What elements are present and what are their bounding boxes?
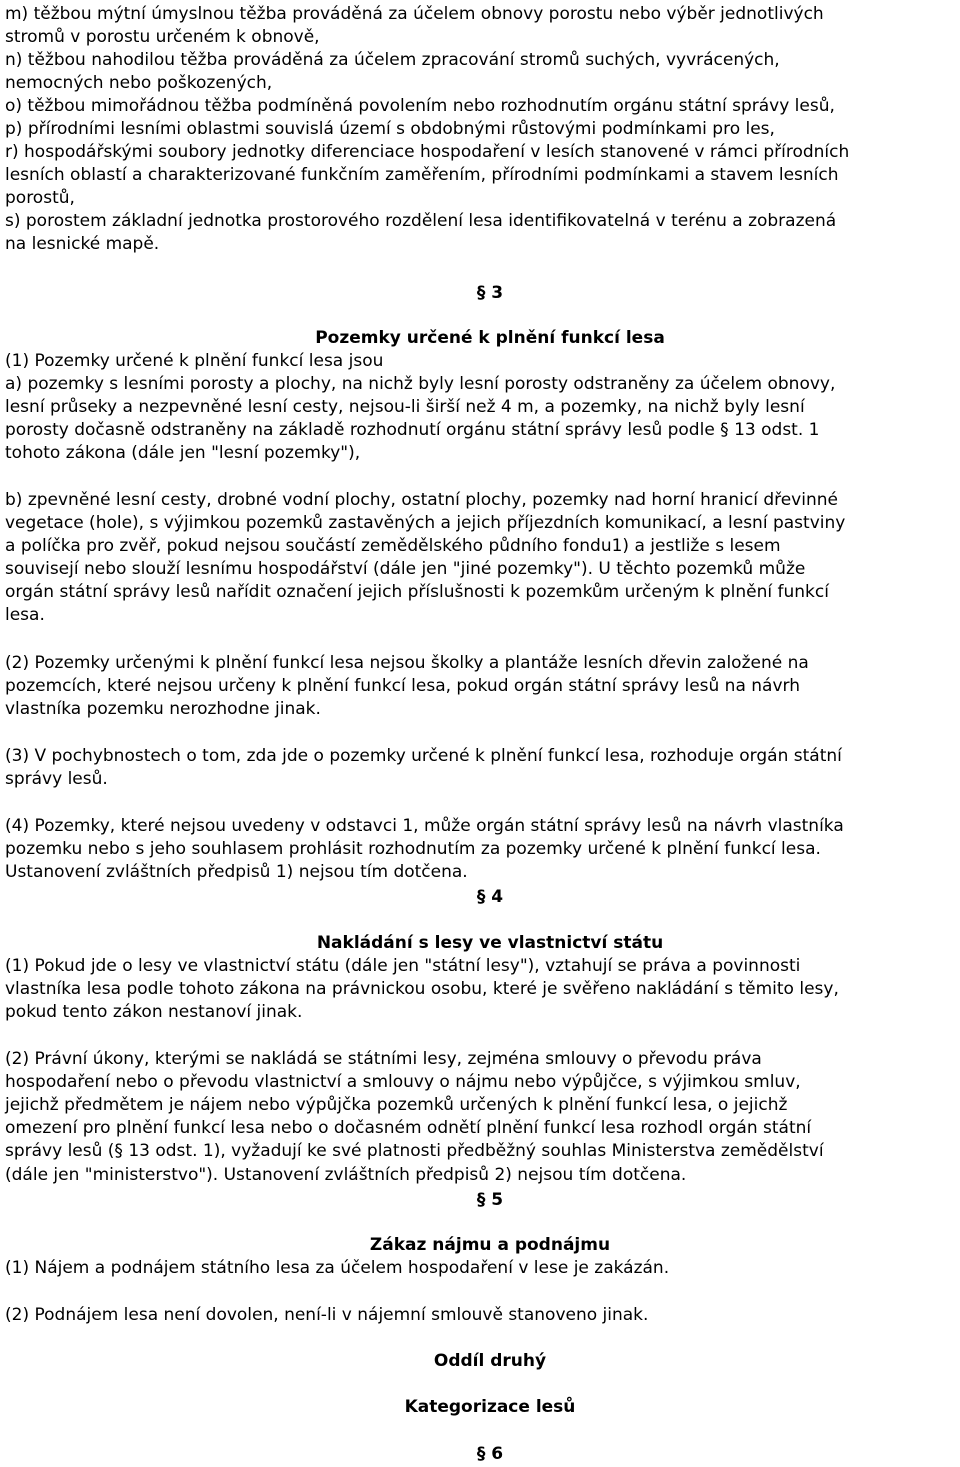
text-line: o) těžbou mimořádnou těžba podmíněná povolením nebo rozhodnutím orgánu státní správy lesů,: [5, 96, 835, 116]
section-title: Zákaz nájmu a podnájmu: [369, 1235, 611, 1255]
text-line: vlastníka lesa podle tohoto zákona na právnickou osobu, které je svěřeno nakládání s těmito lesy,: [5, 979, 839, 999]
text-line: na lesnické mapě.: [5, 234, 160, 254]
text-line: (1) Pokud jde o lesy ve vlastnictví státu (dále jen "státní lesy"), vztahují se práva a povinnosti: [5, 956, 801, 976]
text-line: porosty dočasně odstraněny na základě rozhodnutí orgánu státní správy lesů podle § 13 odst. 1: [5, 420, 820, 440]
text-line: (2) Právní úkony, kterými se nakládá se státními lesy, zejména smlouvy o převodu práva: [5, 1049, 762, 1069]
text-line: správy lesů.: [5, 769, 108, 789]
part-title: Kategorizace lesů: [404, 1397, 576, 1417]
text-line: nemocných nebo poškozených,: [5, 73, 273, 93]
text-line: lesních oblastí a charakterizované funkčním zaměřením, přírodními podmínkami a stavem lesních: [5, 165, 839, 185]
text-line: omezení pro plnění funkcí lesa nebo o dočasném odnětí plnění funkcí lesa rozhodl orgán státní: [5, 1118, 812, 1138]
section-title: Nakládání s lesy ve vlastnictví státu: [316, 933, 664, 953]
text-line: správy lesů (§ 13 odst. 1), vyžadují ke své platnosti předběžný souhlas Ministerstva zemědělství: [5, 1141, 824, 1161]
text-line: Ustanovení zvláštních předpisů 1) nejsou tím dotčena.: [5, 862, 468, 882]
text-line: p) přírodními lesními oblastmi souvislá území s obdobnými růstovými podmínkami pro les,: [5, 119, 775, 139]
text-line: r) hospodářskými soubory jednotky diferenciace hospodaření v lesích stanovené v rámci přírodních: [5, 142, 850, 162]
text-line: souvisejí nebo slouží lesnímu hospodářství (dále jen "jiné pozemky"). U těchto pozemků může: [5, 559, 806, 579]
text-line: (3) V pochybnostech o tom, zda jde o pozemky určené k plnění funkcí lesa, rozhoduje orgán státní: [5, 746, 842, 766]
part-heading: Oddíl druhý: [433, 1351, 547, 1371]
text-line: tohoto zákona (dále jen "lesní pozemky"),: [5, 443, 361, 463]
text-line: pozemku nebo s jeho souhlasem prohlásit rozhodnutím za pozemky určené k plnění funkcí lesa.: [5, 839, 821, 859]
text-line: m) těžbou mýtní úmyslnou těžba prováděná za účelem obnovy porostu nebo výběr jednotlivých: [5, 4, 824, 24]
text-line: a políčka pro zvěř, pokud nejsou součástí zemědělského půdního fondu1) a jestliže s lesem: [5, 536, 781, 556]
section-title: Pozemky určené k plnění funkcí lesa: [315, 328, 665, 348]
text-line: porostů,: [5, 188, 75, 208]
text-line: (1) Nájem a podnájem státního lesa za účelem hospodaření v lese je zakázán.: [5, 1258, 670, 1278]
text-line: jejichž předmětem je nájem nebo výpůjčka pozemků určených k plnění funkcí lesa, o jejichž: [5, 1095, 788, 1115]
text-line: lesa.: [5, 605, 45, 625]
section-number: § 3: [476, 283, 504, 303]
text-line: pokud tento zákon nestanoví jinak.: [5, 1002, 303, 1022]
text-line: (4) Pozemky, které nejsou uvedeny v odstavci 1, může orgán státní správy lesů na návrh vlastníka: [5, 816, 844, 836]
text-line: lesní průseky a nezpevněné lesní cesty, nejsou-li širší než 4 m, a pozemky, na nichž byly lesní: [5, 397, 805, 417]
text-line: a) pozemky s lesními porosty a plochy, na nichž byly lesní porosty odstraněny za účelem obnovy,: [5, 374, 836, 394]
section-number: § 4: [476, 887, 504, 907]
section-number: § 6: [476, 1444, 504, 1464]
text-line: (1) Pozemky určené k plnění funkcí lesa jsou: [5, 351, 384, 371]
text-line: b) zpevněné lesní cesty, drobné vodní plochy, ostatní plochy, pozemky nad horní hranicí dřevinné: [5, 490, 838, 510]
text-line: pozemcích, které nejsou určeny k plnění funkcí lesa, pokud orgán státní správy lesů na návrh: [5, 676, 800, 696]
section-number: § 5: [476, 1190, 504, 1210]
text-line: n) těžbou nahodilou těžba prováděná za účelem zpracování stromů suchých, vyvrácených,: [5, 50, 780, 70]
text-line: hospodaření nebo o převodu vlastnictví a smlouvy o nájmu nebo výpůjčce, s výjimkou smluv,: [5, 1072, 801, 1092]
text-line: (2) Podnájem lesa není dovolen, není-li v nájemní smlouvě stanoveno jinak.: [5, 1305, 649, 1325]
text-line: (2) Pozemky určenými k plnění funkcí lesa nejsou školky a plantáže lesních dřevin založené na: [5, 653, 809, 673]
text-line: vegetace (hole), s výjimkou pozemků zastavěných a jejich příjezdních komunikací, a lesní pastviny: [5, 513, 846, 533]
text-line: orgán státní správy lesů nařídit označení jejich příslušnosti k pozemkům určeným k plnění funkcí: [5, 582, 829, 602]
text-line: s) porostem základní jednotka prostorového rozdělení lesa identifikovatelná v terénu a zobrazená: [5, 211, 837, 231]
text-line: stromů v porostu určeném k obnově,: [5, 27, 320, 47]
text-line: (dále jen "ministerstvo"). Ustanovení zvláštních předpisů 2) nejsou tím dotčena.: [5, 1165, 687, 1185]
text-line: vlastníka pozemku nerozhodne jinak.: [5, 699, 321, 719]
